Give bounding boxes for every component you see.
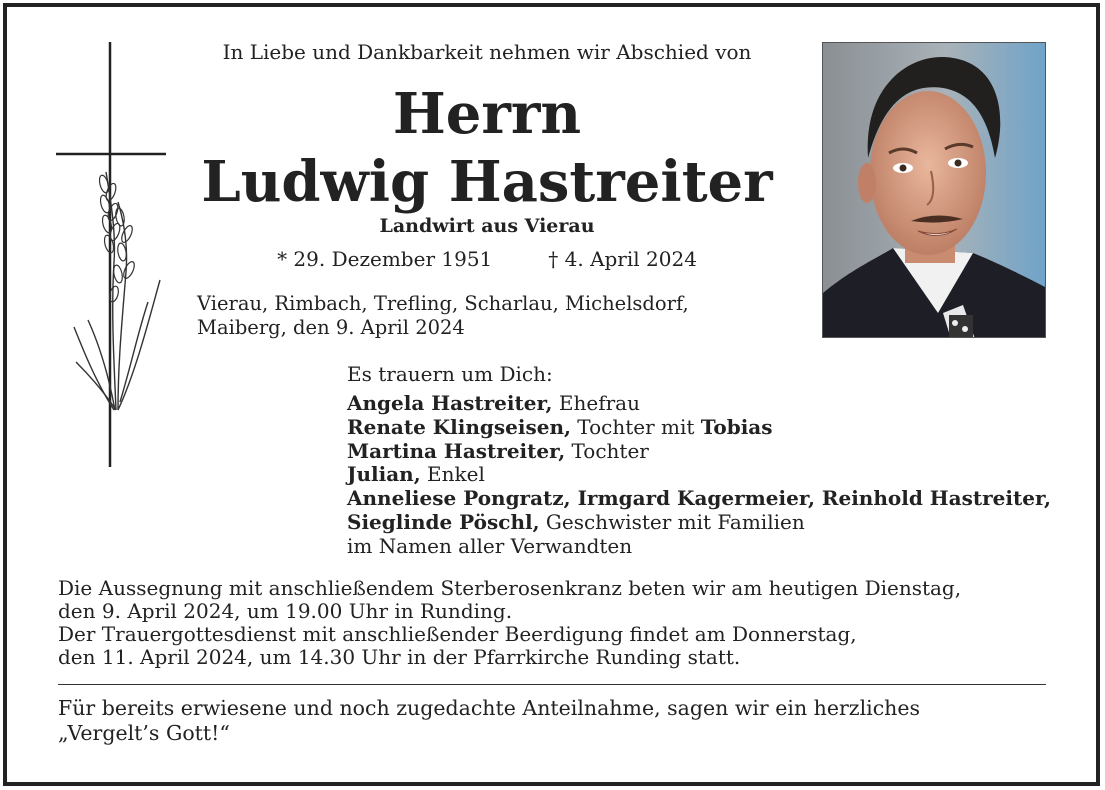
service-line: Die Aussegnung mit anschließendem Sterberosenkranz beten wir am heutigen Dienstag,: [58, 576, 962, 600]
thanks-line: Für bereits erwiesene und noch zugedachte Anteilnahme, sagen wir ein herzliches: [58, 696, 921, 720]
service-line: den 9. April 2024, um 19.00 Uhr in Runding.: [58, 599, 513, 623]
life-dates: [197, 247, 777, 271]
deceased-name: Ludwig Hastreiter: [201, 149, 773, 215]
cross-with-wheat-icon: [56, 42, 166, 467]
thanks-text: [58, 696, 1048, 746]
birth-date: * 29. Dezember 1951: [277, 247, 493, 271]
occupation: Landwirt aus Vierau: [379, 215, 595, 237]
thanks-line: „Vergelt’s Gott!“: [58, 721, 230, 745]
intro-text: In Liebe und Dankbarkeit nehmen wir Abschied von: [222, 40, 752, 64]
service-line: den 11. April 2024, um 14.30 Uhr in der Pfarrkirche Runding statt.: [58, 645, 741, 669]
mourner-line: Julian, Enkel: [347, 462, 485, 487]
mourners-title: Es trauern um Dich:: [347, 362, 553, 386]
mourner-line: Anneliese Pongratz, Irmgard Kagermeier, Reinhold Hastreiter,: [347, 486, 1051, 511]
mourner-line: Martina Hastreiter, Tochter: [347, 438, 649, 463]
portrait-photo: [822, 42, 1046, 338]
place-line: Maiberg, den 9. April 2024: [197, 316, 465, 339]
mourners-list: [347, 392, 1057, 559]
place-date: [197, 292, 781, 340]
mourner-line: Renate Klingseisen, Tochter mit Tobias: [347, 414, 773, 439]
mourner-line: im Namen aller Verwandten: [347, 533, 633, 558]
place-line: Vierau, Rimbach, Trefling, Scharlau, Michelsdorf,: [197, 292, 689, 315]
mourner-line: Angela Hastreiter, Ehefrau: [347, 391, 640, 415]
service-line: Der Trauergottesdienst mit anschließender Beerdigung findet am Donnerstag,: [58, 622, 857, 646]
salutation: Herrn: [392, 81, 582, 147]
death-date: † 4. April 2024: [548, 247, 697, 271]
mourner-line: Sieglinde Pöschl, Geschwister mit Familien: [347, 509, 805, 534]
divider: [58, 684, 1046, 685]
service-info: [58, 577, 1053, 669]
